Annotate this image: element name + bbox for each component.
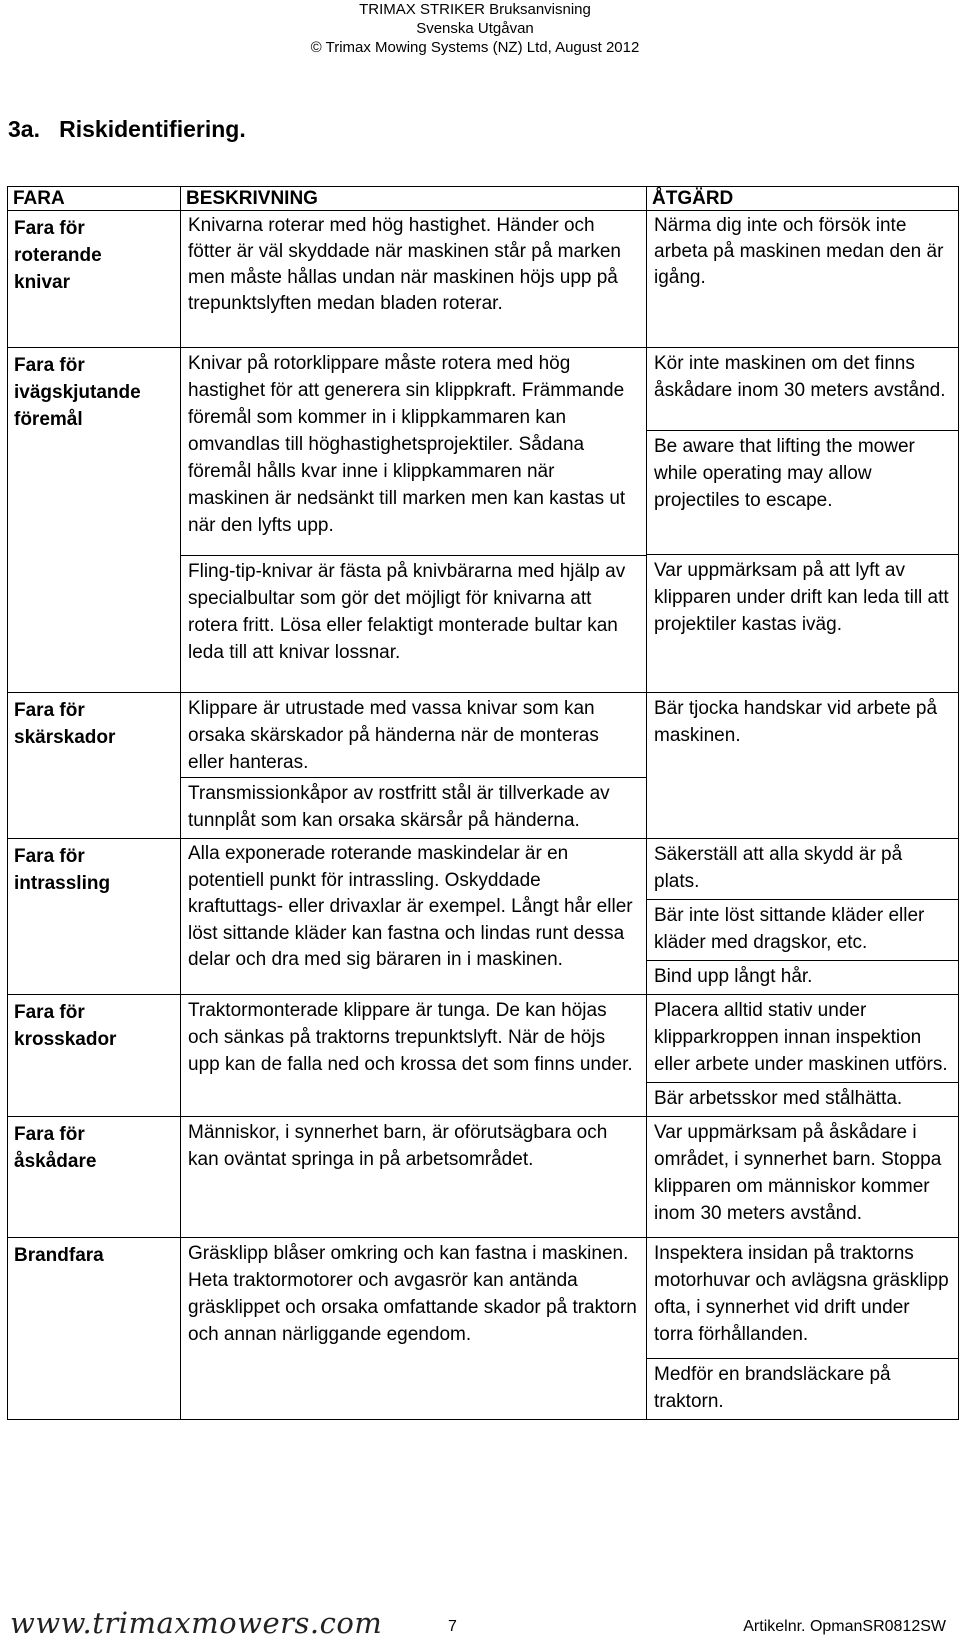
hazard-cell bbox=[8, 1238, 181, 1420]
table-row bbox=[8, 211, 959, 348]
description-cell bbox=[181, 839, 647, 995]
description-cell bbox=[181, 1238, 647, 1420]
table-row bbox=[8, 1238, 959, 1420]
hazard-cell bbox=[8, 693, 181, 839]
header-title: TRIMAX STRIKER Bruksanvisning bbox=[359, 1, 591, 18]
description-cell bbox=[181, 693, 647, 839]
action-cell bbox=[647, 995, 959, 1117]
hazard-line: Fara för bbox=[14, 700, 85, 721]
action-cell bbox=[647, 693, 959, 839]
hazard-line: Fara för bbox=[14, 218, 85, 239]
table-row bbox=[8, 995, 959, 1117]
document-header bbox=[0, 0, 960, 57]
table-row bbox=[8, 693, 959, 839]
hazard-line: knivar bbox=[14, 272, 70, 293]
table-row bbox=[8, 1117, 959, 1238]
hazard-cell bbox=[8, 995, 181, 1117]
action-text: Var uppmärksam på att lyft av klipparen under drift kan leda till att projektiler kastas iväg. bbox=[647, 554, 958, 642]
description-text: Klippare är utrustade med vassa knivar som kan orsaka skärskador på händerna när de monteras eller hanteras. bbox=[188, 698, 599, 773]
action-cell bbox=[647, 211, 959, 348]
action-text: Bär inte löst sittande kläder eller kläder med dragskor, etc. bbox=[647, 899, 958, 960]
hazard-line: intrassling bbox=[14, 873, 111, 894]
action-text: Medför en brandsläckare på traktorn. bbox=[647, 1358, 958, 1419]
header-edition: Svenska Utgåvan bbox=[416, 20, 534, 37]
hazard-line: Fara för bbox=[14, 846, 85, 867]
hazard-line: skärskador bbox=[14, 727, 116, 748]
description-cell bbox=[181, 1117, 647, 1238]
section-title: 3a. Riskidentifiering. bbox=[8, 116, 246, 142]
hazard-line: ivägskjutande bbox=[14, 382, 141, 403]
action-text: Kör inte maskinen om det finns åskådare inom 30 meters avstånd. bbox=[654, 353, 946, 401]
action-text: Säkerställ att alla skydd är på plats. bbox=[654, 844, 903, 892]
description-text: Alla exponerade roterande maskindelar är en potentiell punkt för intrassling. Oskyddade kraftuttags- eller drivaxlar är exempel. Långt hår eller löst sittande kläder kan fastna och lindas runt dessa delar och dra med sig bäraren in i maskinen. bbox=[188, 843, 633, 970]
action-text: Bind upp långt hår. bbox=[647, 960, 958, 994]
hazard-cell bbox=[8, 211, 181, 348]
action-cell bbox=[647, 839, 959, 995]
action-text: Bär arbetsskor med stålhätta. bbox=[647, 1082, 958, 1116]
column-header-beskrivning: BESKRIVNING bbox=[181, 187, 647, 211]
risk-table bbox=[7, 186, 959, 1420]
hazard-line: krosskador bbox=[14, 1029, 117, 1050]
action-text: Var uppmärksam på åskådare i området, i synnerhet barn. Stoppa klipparen om människor kommer inom 30 meters avstånd. bbox=[654, 1122, 942, 1224]
hazard-line: Brandfara bbox=[14, 1245, 104, 1266]
hazard-cell bbox=[8, 1117, 181, 1238]
action-cell bbox=[647, 1117, 959, 1238]
document-footer bbox=[0, 1606, 960, 1649]
table-row bbox=[8, 348, 959, 693]
description-text: Transmissionkåpor av rostfritt stål är tillverkade av tunnplåt som kan orsaka skärsår på händerna. bbox=[181, 777, 646, 838]
hazard-line: Fara för bbox=[14, 1124, 85, 1145]
description-text: Traktormonterade klippare är tunga. De kan höjas och sänkas på traktorns trepunktslyft. När de höjs upp kan de falla ned och krossa det som finns under. bbox=[188, 1000, 633, 1075]
trimax-logo: www.trimaxmowers.com bbox=[10, 1606, 383, 1640]
description-text: Knivar på rotorklippare måste rotera med hög hastighet för att generera sin klippkraft. Främmande föremål som kommer in i klippkammaren kan omvandlas till höghastighetsprojektiler. Sådana föremål hålls kvar inne i klippkammaren när maskinen är nedsänkt till marken men kan kastas ut när den lyfts upp. bbox=[188, 353, 626, 536]
hazard-line: Fara för bbox=[14, 355, 85, 376]
table-row bbox=[8, 839, 959, 995]
description-text: Knivarna roterar med hög hastighet. Händer och fötter är väl skyddade när maskinen står på marken men måste hållas undan när maskinen höjs upp på trepunktslyften medan bladen roterar. bbox=[188, 215, 621, 314]
action-cell bbox=[647, 1238, 959, 1420]
header-copyright: © Trimax Mowing Systems (NZ) Ltd, August 2012 bbox=[310, 39, 640, 56]
article-number: Artikelnr. OpmanSR0812SW bbox=[743, 1618, 946, 1635]
hazard-line: åskådare bbox=[14, 1151, 97, 1172]
description-text: Människor, i synnerhet barn, är oförutsägbara och kan oväntat springa in på arbetsområdet. bbox=[188, 1122, 608, 1170]
description-text: Fling-tip-knivar är fästa på knivbärarna med hjälp av specialbultar som gör det möjligt för knivarna att rotera fritt. Lösa eller felaktigt monterade bultar kan leda till att knivar lossnar. bbox=[181, 555, 646, 692]
page-number: 7 bbox=[448, 1618, 457, 1635]
hazard-cell bbox=[8, 348, 181, 693]
action-text: Närma dig inte och försök inte arbeta på maskinen medan den är igång. bbox=[654, 215, 944, 288]
table-header-row bbox=[8, 187, 959, 211]
description-cell bbox=[181, 348, 647, 693]
action-text: Bär tjocka handskar vid arbete på maskinen. bbox=[654, 698, 938, 746]
description-text: Gräsklipp blåser omkring och kan fastna i maskinen. Heta traktormotorer och avgasrör kan antända gräsklippet och orsaka omfattande skador på traktorn och annan närliggande egendom. bbox=[188, 1243, 637, 1345]
action-text: Placera alltid stativ under klipparkroppen innan inspektion eller arbete under maskinen utförs. bbox=[654, 1000, 948, 1075]
action-text: Be aware that lifting the mower while operating may allow projectiles to escape. bbox=[647, 430, 958, 554]
action-cell bbox=[647, 348, 959, 693]
hazard-line: roterande bbox=[14, 245, 102, 266]
column-header-fara: FARA bbox=[8, 187, 181, 211]
column-header-atgard: ÅTGÄRD bbox=[647, 187, 959, 211]
hazard-cell bbox=[8, 839, 181, 995]
description-cell bbox=[181, 995, 647, 1117]
hazard-line: Fara för bbox=[14, 1002, 85, 1023]
action-text: Inspektera insidan på traktorns motorhuvar och avlägsna gräsklipp ofta, i synnerhet vid drift under torra förhållanden. bbox=[654, 1243, 949, 1345]
description-cell bbox=[181, 211, 647, 348]
hazard-line: föremål bbox=[14, 409, 83, 430]
